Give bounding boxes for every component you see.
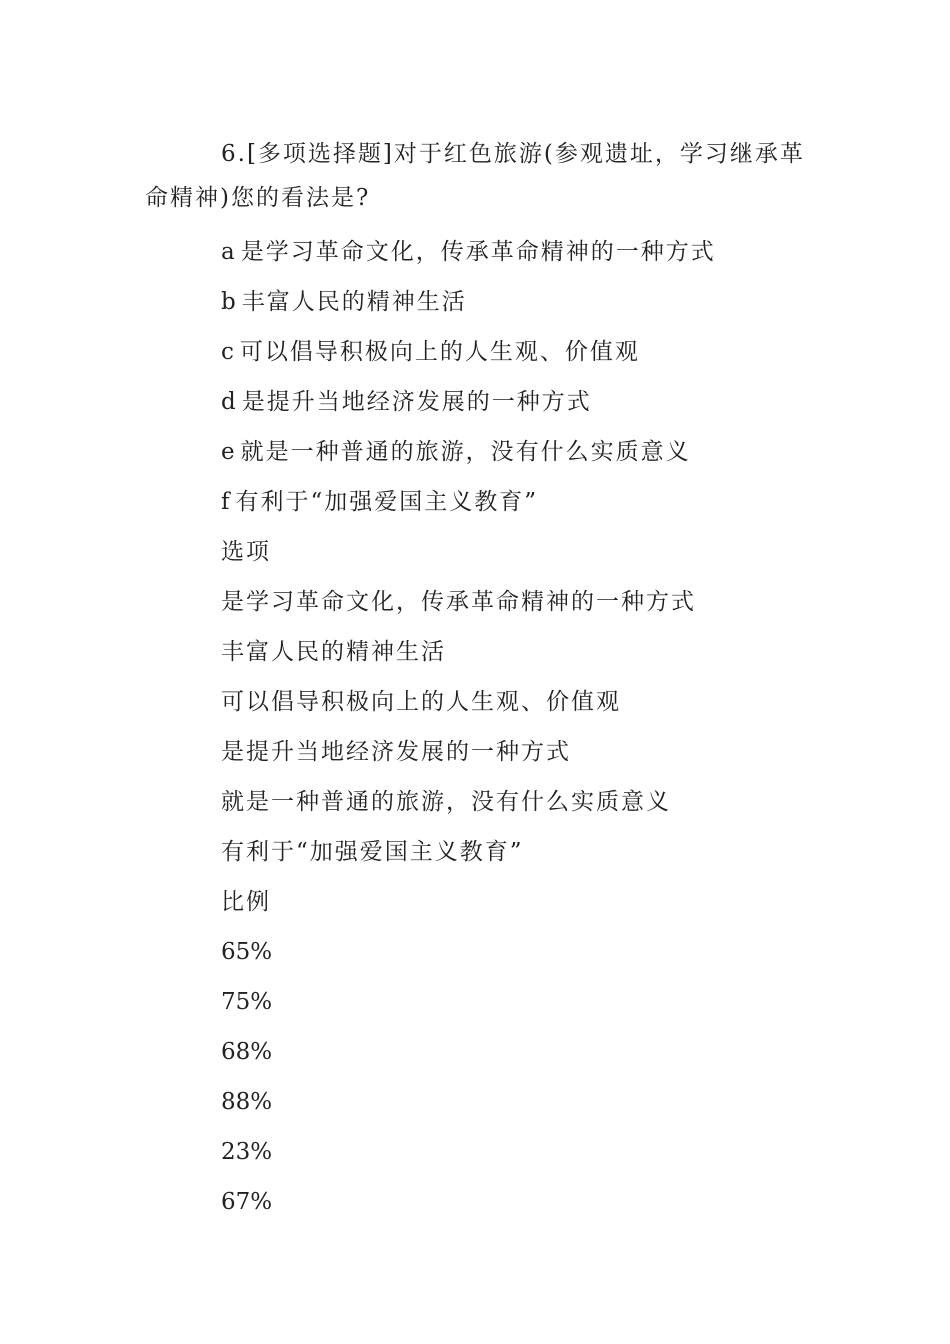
options-header: 选项	[221, 539, 271, 565]
option-item: 可以倡导积极向上的人生观、价值观	[221, 689, 621, 715]
option-item: 是学习革命文化，传承革命精神的一种方式	[221, 589, 696, 615]
choice-letter: c	[221, 339, 236, 365]
choice-letter: f	[221, 489, 232, 515]
choice-letter: d	[221, 389, 238, 415]
ratio-value: 75%	[221, 989, 273, 1015]
choice-e	[221, 427, 716, 477]
choice-text: 可以倡导积极向上的人生观、价值观	[239, 339, 640, 365]
ratio-value: 65%	[221, 939, 273, 965]
option-item: 就是一种普通的旅游，没有什么实质意义	[221, 789, 671, 815]
ratio-value: 23%	[221, 1139, 273, 1165]
ratio-value: 68%	[221, 1039, 273, 1065]
choice-d	[221, 377, 716, 427]
option-item: 有利于“加强爱国主义教育”	[221, 839, 524, 865]
choice-letter: a	[221, 239, 237, 265]
answer-list	[221, 227, 716, 1227]
choice-text: 有利于“加强爱国主义教育”	[235, 489, 539, 515]
question-text: 6.[多项选择题]对于红色旅游(参观遗址，学习继承革命精神)您的看法是?	[145, 141, 805, 211]
choice-text: 是提升当地经济发展的一种方式	[241, 389, 592, 415]
choice-a	[221, 227, 716, 277]
option-item: 是提升当地经济发展的一种方式	[221, 739, 571, 765]
choice-b	[221, 277, 716, 327]
choice-text: 是学习革命文化，传承革命精神的一种方式	[240, 239, 716, 265]
ratio-value: 88%	[221, 1089, 273, 1115]
choice-f	[221, 477, 716, 527]
option-item: 丰富人民的精神生活	[221, 639, 446, 665]
choice-letter: e	[221, 439, 237, 465]
choice-c	[221, 327, 716, 377]
ratio-header: 比例	[221, 889, 271, 915]
ratio-value: 67%	[221, 1189, 273, 1215]
choice-text: 丰富人民的精神生活	[241, 289, 467, 315]
choice-text: 就是一种普通的旅游，没有什么实质意义	[240, 439, 691, 465]
choice-letter: b	[221, 289, 238, 315]
